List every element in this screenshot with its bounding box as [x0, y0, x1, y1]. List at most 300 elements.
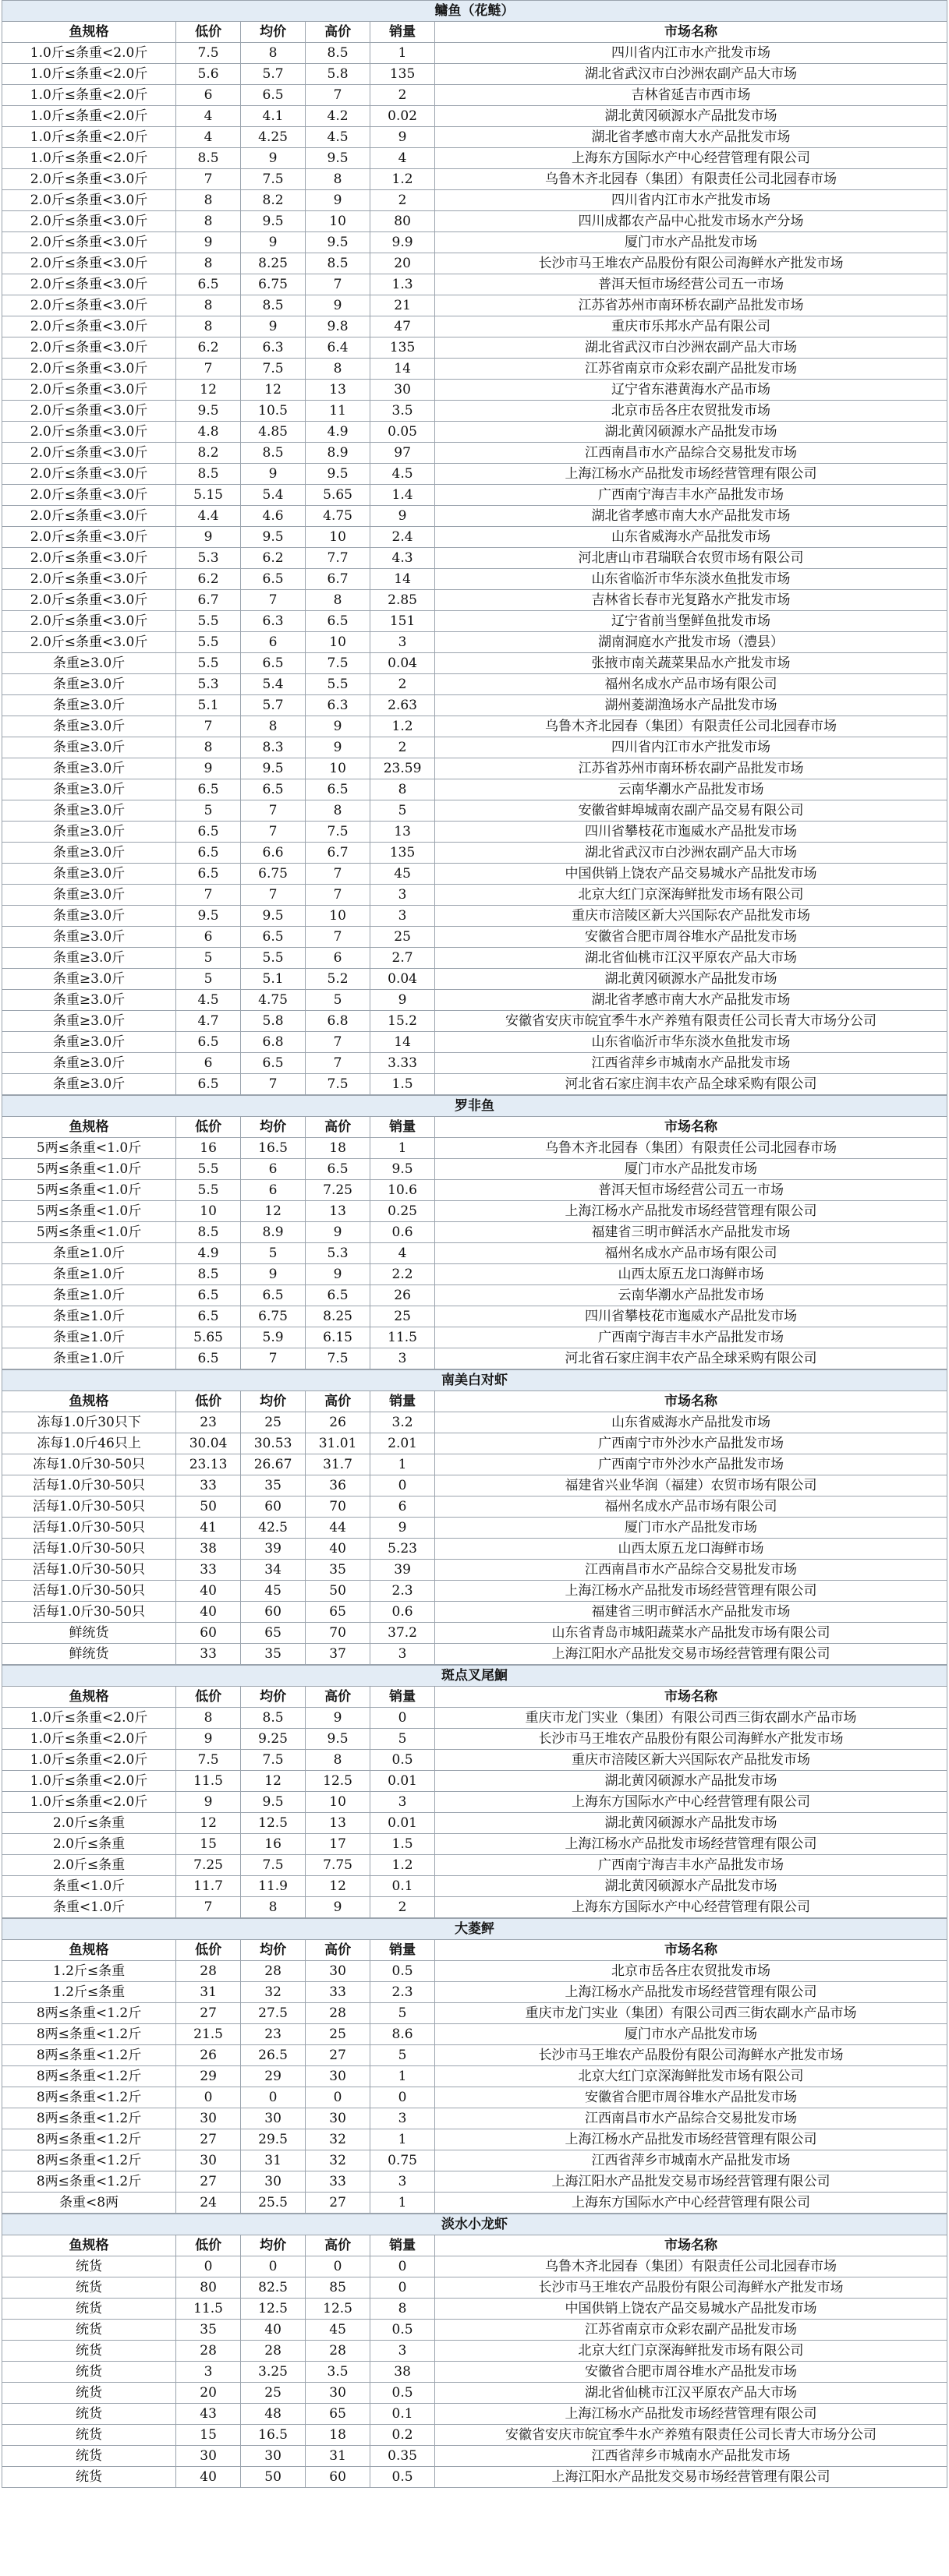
- table-row: [2, 653, 947, 674]
- volume-cell: 8: [370, 2299, 435, 2320]
- high-price-cell: 9: [306, 1264, 370, 1285]
- market-cell: 安徽省合肥市周谷堆水产品批发市场: [435, 2087, 947, 2108]
- table-row: [2, 253, 947, 274]
- spec-cell: 2.0斤≤条重<3.0斤: [2, 232, 176, 253]
- table-row: [2, 1623, 947, 1644]
- spec-cell: 2.0斤≤条重: [2, 1834, 176, 1855]
- high-price-cell: 9.5: [306, 148, 370, 169]
- high-price-cell: 8: [306, 1750, 370, 1771]
- volume-cell: 9.9: [370, 232, 435, 253]
- market-cell: 山东省威海水产品批发市场: [435, 1412, 947, 1433]
- low-price-cell: 31: [176, 1982, 241, 2003]
- high-price-cell: 7.75: [306, 1855, 370, 1876]
- table-row: [2, 337, 947, 359]
- volume-cell: 8.6: [370, 2024, 435, 2045]
- high-price-cell: 18: [306, 1138, 370, 1159]
- table-row: [2, 1306, 947, 1327]
- price-table: [2, 1095, 947, 1369]
- avg-price-cell: 6.5: [241, 1053, 306, 1074]
- table-row: [2, 2193, 947, 2214]
- volume-cell: 0.5: [370, 2467, 435, 2488]
- table-row: [2, 43, 947, 64]
- low-price-cell: 27: [176, 2003, 241, 2024]
- high-price-cell: 9.5: [306, 464, 370, 485]
- volume-cell: 3: [370, 906, 435, 927]
- avg-price-cell: 30: [241, 2108, 306, 2129]
- spec-cell: 2.0斤≤条重<3.0斤: [2, 380, 176, 401]
- high-price-cell: 9.5: [306, 1729, 370, 1750]
- spec-cell: 1.0斤≤条重<2.0斤: [2, 1771, 176, 1792]
- avg-price-cell: 8.2: [241, 190, 306, 211]
- table-row: [2, 1496, 947, 1518]
- avg-price-cell: 4.6: [241, 506, 306, 527]
- table-row: [2, 1412, 947, 1433]
- volume-cell: 0.25: [370, 1201, 435, 1222]
- table-row: [2, 1475, 947, 1496]
- volume-cell: 39: [370, 1560, 435, 1581]
- high-price-cell: 10: [306, 758, 370, 779]
- avg-price-cell: 9.5: [241, 758, 306, 779]
- volume-cell: 14: [370, 569, 435, 590]
- volume-cell: 0: [370, 1708, 435, 1729]
- low-price-cell: 23.13: [176, 1454, 241, 1475]
- low-price-cell: 29: [176, 2066, 241, 2087]
- table-row: [2, 569, 947, 590]
- spec-cell: 8两≤条重<1.2斤: [2, 2129, 176, 2150]
- spec-cell: 8两≤条重<1.2斤: [2, 2024, 176, 2045]
- high-price-cell: 8: [306, 359, 370, 380]
- low-price-cell: 15: [176, 2425, 241, 2446]
- table-row: [2, 1771, 947, 1792]
- spec-cell: 统货: [2, 2341, 176, 2362]
- table-row: [2, 1813, 947, 1834]
- market-cell: 辽宁省前当堡鲜鱼批发市场: [435, 611, 947, 632]
- low-price-cell: 6.2: [176, 569, 241, 590]
- table-row: [2, 64, 947, 85]
- low-price-cell: 4.8: [176, 422, 241, 443]
- avg-price-cell: 50: [241, 2467, 306, 2488]
- high-price-cell: 0: [306, 2087, 370, 2108]
- low-price-cell: 10: [176, 1201, 241, 1222]
- market-cell: 广西南宁海吉丰水产品批发市场: [435, 485, 947, 506]
- high-price-cell: 9: [306, 190, 370, 211]
- low-price-cell: 8: [176, 295, 241, 316]
- market-cell: 厦门市水产品批发市场: [435, 232, 947, 253]
- low-price-cell: 7: [176, 169, 241, 190]
- market-cell: 北京大红门京深海鲜批发市场有限公司: [435, 2066, 947, 2087]
- low-price-cell: 6.5: [176, 779, 241, 800]
- table-row: [2, 380, 947, 401]
- table-row: [2, 422, 947, 443]
- volume-cell: 5: [370, 1729, 435, 1750]
- avg-price-cell: 28: [241, 1961, 306, 1982]
- market-cell: 湖北黄冈硕源水产品批发市场: [435, 106, 947, 127]
- column-header: 均价: [241, 1687, 306, 1708]
- low-price-cell: 33: [176, 1560, 241, 1581]
- spec-cell: 统货: [2, 2277, 176, 2299]
- market-cell: 山东省临沂市华东淡水鱼批发市场: [435, 569, 947, 590]
- section-title: 罗非鱼: [2, 1096, 947, 1117]
- market-cell: 上海江杨水产品批发市场经营管理有限公司: [435, 1834, 947, 1855]
- low-price-cell: 9: [176, 232, 241, 253]
- spec-cell: 条重≥3.0斤: [2, 758, 176, 779]
- high-price-cell: 7: [306, 1053, 370, 1074]
- low-price-cell: 35: [176, 2320, 241, 2341]
- volume-cell: 0.6: [370, 1222, 435, 1243]
- table-row: [2, 1032, 947, 1053]
- low-price-cell: 28: [176, 2341, 241, 2362]
- high-price-cell: 6.8: [306, 1011, 370, 1032]
- market-cell: 河北省石家庄润丰农产品全球采购有限公司: [435, 1348, 947, 1369]
- avg-price-cell: 5.4: [241, 485, 306, 506]
- low-price-cell: 9.5: [176, 906, 241, 927]
- low-price-cell: 4.4: [176, 506, 241, 527]
- low-price-cell: 9: [176, 1729, 241, 1750]
- column-header: 低价: [176, 1687, 241, 1708]
- avg-price-cell: 4.25: [241, 127, 306, 148]
- volume-cell: 0.5: [370, 2320, 435, 2341]
- spec-cell: 8两≤条重<1.2斤: [2, 2108, 176, 2129]
- header-row: [2, 1391, 947, 1412]
- low-price-cell: 60: [176, 1623, 241, 1644]
- high-price-cell: 10: [306, 211, 370, 232]
- avg-price-cell: 7.5: [241, 169, 306, 190]
- market-cell: 福建省三明市鲜活水产品批发市场: [435, 1602, 947, 1623]
- market-cell: 广西南宁市外沙水产品批发市场: [435, 1454, 947, 1475]
- low-price-cell: 11.7: [176, 1876, 241, 1897]
- low-price-cell: 9: [176, 758, 241, 779]
- high-price-cell: 7.5: [306, 822, 370, 843]
- low-price-cell: 8.5: [176, 1264, 241, 1285]
- table-row: [2, 1876, 947, 1897]
- volume-cell: 0.5: [370, 1750, 435, 1771]
- market-cell: 江苏省南京市众彩农副产品批发市场: [435, 2320, 947, 2341]
- avg-price-cell: 9.5: [241, 906, 306, 927]
- avg-price-cell: 6.5: [241, 569, 306, 590]
- avg-price-cell: 5.8: [241, 1011, 306, 1032]
- column-header: 均价: [241, 22, 306, 43]
- table-row: [2, 695, 947, 716]
- table-row: [2, 1222, 947, 1243]
- market-cell: 湖北省武汉市白沙洲农副产品大市场: [435, 64, 947, 85]
- header-row: [2, 1117, 947, 1138]
- low-price-cell: 0: [176, 2087, 241, 2108]
- market-cell: 山东省威海水产品批发市场: [435, 527, 947, 548]
- avg-price-cell: 25: [241, 2383, 306, 2404]
- spec-cell: 8两≤条重<1.2斤: [2, 2003, 176, 2024]
- section-title: 大菱鲆: [2, 1919, 947, 1940]
- low-price-cell: 38: [176, 1539, 241, 1560]
- low-price-cell: 8: [176, 190, 241, 211]
- avg-price-cell: 7: [241, 800, 306, 822]
- market-cell: 上海东方国际水产中心经营管理有限公司: [435, 148, 947, 169]
- market-cell: 湖北省武汉市白沙洲农副产品大市场: [435, 337, 947, 359]
- market-cell: 江西省萍乡市城南水产品批发市场: [435, 1053, 947, 1074]
- volume-cell: 23.59: [370, 758, 435, 779]
- table-row: [2, 1729, 947, 1750]
- low-price-cell: 24: [176, 2193, 241, 2214]
- market-cell: 长沙市马王堆农产品股份有限公司海鲜水产批发市场: [435, 1729, 947, 1750]
- low-price-cell: 27: [176, 2129, 241, 2150]
- volume-cell: 5: [370, 2003, 435, 2024]
- section-title-row: [2, 1666, 947, 1687]
- high-price-cell: 9: [306, 1222, 370, 1243]
- volume-cell: 1: [370, 1138, 435, 1159]
- low-price-cell: 5.5: [176, 611, 241, 632]
- market-cell: 湖南洞庭水产批发市场（澧县）: [435, 632, 947, 653]
- price-table: [2, 1918, 947, 2214]
- table-row: [2, 1053, 947, 1074]
- low-price-cell: 8: [176, 737, 241, 758]
- spec-cell: 条重≥3.0斤: [2, 716, 176, 737]
- market-cell: 湖北省孝感市南大水产品批发市场: [435, 506, 947, 527]
- high-price-cell: 18: [306, 2425, 370, 2446]
- high-price-cell: 32: [306, 2150, 370, 2171]
- column-header: 市场名称: [435, 1940, 947, 1961]
- avg-price-cell: 28: [241, 2341, 306, 2362]
- volume-cell: 3: [370, 632, 435, 653]
- low-price-cell: 12: [176, 380, 241, 401]
- spec-cell: 2.0斤≤条重<3.0斤: [2, 632, 176, 653]
- spec-cell: 1.0斤≤条重<2.0斤: [2, 1750, 176, 1771]
- high-price-cell: 28: [306, 2341, 370, 2362]
- table-row: [2, 316, 947, 337]
- avg-price-cell: 5.9: [241, 1327, 306, 1348]
- avg-price-cell: 65: [241, 1623, 306, 1644]
- avg-price-cell: 6.75: [241, 864, 306, 885]
- section-title: 斑点叉尾鮰: [2, 1666, 947, 1687]
- avg-price-cell: 30.53: [241, 1433, 306, 1454]
- avg-price-cell: 4.1: [241, 106, 306, 127]
- spec-cell: 条重<1.0斤: [2, 1876, 176, 1897]
- column-header: 市场名称: [435, 1687, 947, 1708]
- volume-cell: 6: [370, 1496, 435, 1518]
- market-cell: 长沙市马王堆农产品股份有限公司海鲜水产批发市场: [435, 253, 947, 274]
- table-row: [2, 169, 947, 190]
- high-price-cell: 70: [306, 1496, 370, 1518]
- column-header: 均价: [241, 1940, 306, 1961]
- low-price-cell: 20: [176, 2383, 241, 2404]
- low-price-cell: 5.6: [176, 64, 241, 85]
- low-price-cell: 6.5: [176, 1348, 241, 1369]
- high-price-cell: 7.7: [306, 548, 370, 569]
- low-price-cell: 5.5: [176, 653, 241, 674]
- market-cell: 北京大红门京深海鲜批发市场有限公司: [435, 885, 947, 906]
- table-row: [2, 1560, 947, 1581]
- price-table: [2, 2214, 947, 2488]
- avg-price-cell: 16.5: [241, 1138, 306, 1159]
- spec-cell: 8两≤条重<1.2斤: [2, 2087, 176, 2108]
- market-cell: 安徽省蚌埠城南农副产品交易有限公司: [435, 800, 947, 822]
- high-price-cell: 25: [306, 2024, 370, 2045]
- volume-cell: 1.5: [370, 1074, 435, 1095]
- low-price-cell: 5.65: [176, 1327, 241, 1348]
- low-price-cell: 8: [176, 211, 241, 232]
- section-title-row: [2, 1, 947, 22]
- high-price-cell: 10: [306, 527, 370, 548]
- high-price-cell: 5.2: [306, 969, 370, 990]
- table-row: [2, 1750, 947, 1771]
- avg-price-cell: 6: [241, 632, 306, 653]
- avg-price-cell: 16: [241, 1834, 306, 1855]
- table-row: [2, 232, 947, 253]
- high-price-cell: 85: [306, 2277, 370, 2299]
- header-row: [2, 22, 947, 43]
- column-header: 鱼规格: [2, 2235, 176, 2256]
- spec-cell: 1.0斤≤条重<2.0斤: [2, 1729, 176, 1750]
- volume-cell: 1.2: [370, 716, 435, 737]
- volume-cell: 38: [370, 2362, 435, 2383]
- low-price-cell: 8.5: [176, 148, 241, 169]
- volume-cell: 80: [370, 211, 435, 232]
- volume-cell: 0.5: [370, 2383, 435, 2404]
- avg-price-cell: 23: [241, 2024, 306, 2045]
- volume-cell: 14: [370, 359, 435, 380]
- market-cell: 乌鲁木齐北园春（集团）有限责任公司北园春市场: [435, 169, 947, 190]
- low-price-cell: 6: [176, 85, 241, 106]
- high-price-cell: 7: [306, 864, 370, 885]
- volume-cell: 3: [370, 2171, 435, 2193]
- high-price-cell: 8.9: [306, 443, 370, 464]
- volume-cell: 4: [370, 1243, 435, 1264]
- high-price-cell: 45: [306, 2320, 370, 2341]
- market-cell: 重庆市龙门实业（集团）有限公司西三街农副水产品市场: [435, 2003, 947, 2024]
- spec-cell: 冻每1.0斤30只下: [2, 1412, 176, 1433]
- high-price-cell: 40: [306, 1539, 370, 1560]
- avg-price-cell: 12.5: [241, 2299, 306, 2320]
- market-cell: 上海东方国际水产中心经营管理有限公司: [435, 1897, 947, 1918]
- spec-cell: 条重<8两: [2, 2193, 176, 2214]
- table-row: [2, 2150, 947, 2171]
- high-price-cell: 11: [306, 401, 370, 422]
- volume-cell: 14: [370, 1032, 435, 1053]
- spec-cell: 2.0斤≤条重<3.0斤: [2, 337, 176, 359]
- table-row: [2, 1982, 947, 2003]
- spec-cell: 8两≤条重<1.2斤: [2, 2045, 176, 2066]
- header-row: [2, 2235, 947, 2256]
- high-price-cell: 9: [306, 1708, 370, 1729]
- low-price-cell: 5.3: [176, 674, 241, 695]
- avg-price-cell: 6.5: [241, 85, 306, 106]
- high-price-cell: 65: [306, 2404, 370, 2425]
- spec-cell: 条重≥3.0斤: [2, 653, 176, 674]
- low-price-cell: 40: [176, 1602, 241, 1623]
- market-cell: 湖北省孝感市南大水产品批发市场: [435, 127, 947, 148]
- table-row: [2, 2171, 947, 2193]
- volume-cell: 135: [370, 337, 435, 359]
- high-price-cell: 27: [306, 2045, 370, 2066]
- avg-price-cell: 39: [241, 1539, 306, 1560]
- table-row: [2, 927, 947, 948]
- column-header: 低价: [176, 22, 241, 43]
- column-header: 市场名称: [435, 1391, 947, 1412]
- avg-price-cell: 25.5: [241, 2193, 306, 2214]
- avg-price-cell: 9: [241, 148, 306, 169]
- avg-price-cell: 9: [241, 464, 306, 485]
- table-row: [2, 359, 947, 380]
- volume-cell: 0: [370, 1475, 435, 1496]
- volume-cell: 5.23: [370, 1539, 435, 1560]
- volume-cell: 1: [370, 2129, 435, 2150]
- spec-cell: 活每1.0斤30-50只: [2, 1581, 176, 1602]
- table-row: [2, 716, 947, 737]
- spec-cell: 活每1.0斤30-50只: [2, 1475, 176, 1496]
- low-price-cell: 9.5: [176, 401, 241, 422]
- avg-price-cell: 5.7: [241, 64, 306, 85]
- avg-price-cell: 5.1: [241, 969, 306, 990]
- section-title: 南美白对虾: [2, 1370, 947, 1391]
- market-cell: 普洱天恒市场经营公司五一市场: [435, 1180, 947, 1201]
- market-cell: 福州名成水产品市场有限公司: [435, 1496, 947, 1518]
- volume-cell: 1.2: [370, 1855, 435, 1876]
- table-row: [2, 1074, 947, 1095]
- avg-price-cell: 6.8: [241, 1032, 306, 1053]
- section-title-row: [2, 2214, 947, 2235]
- table-row: [2, 1180, 947, 1201]
- high-price-cell: 6: [306, 948, 370, 969]
- market-cell: 中国供销上饶农产品交易城水产品批发市场: [435, 2299, 947, 2320]
- spec-cell: 活每1.0斤30-50只: [2, 1496, 176, 1518]
- low-price-cell: 7: [176, 885, 241, 906]
- table-row: [2, 2087, 947, 2108]
- table-row: [2, 737, 947, 758]
- table-row: [2, 1539, 947, 1560]
- section-title: 淡水小龙虾: [2, 2214, 947, 2235]
- low-price-cell: 27: [176, 2171, 241, 2193]
- column-header: 低价: [176, 1940, 241, 1961]
- volume-cell: 2.85: [370, 590, 435, 611]
- avg-price-cell: 6.75: [241, 1306, 306, 1327]
- volume-cell: 0.1: [370, 1876, 435, 1897]
- avg-price-cell: 32: [241, 1982, 306, 2003]
- column-header: 均价: [241, 1391, 306, 1412]
- avg-price-cell: 7.5: [241, 359, 306, 380]
- spec-cell: 鲜统货: [2, 1623, 176, 1644]
- spec-cell: 统货: [2, 2467, 176, 2488]
- high-price-cell: 5.3: [306, 1243, 370, 1264]
- column-header: 销量: [370, 1940, 435, 1961]
- high-price-cell: 9.5: [306, 232, 370, 253]
- high-price-cell: 30: [306, 2108, 370, 2129]
- low-price-cell: 8.5: [176, 1222, 241, 1243]
- high-price-cell: 26: [306, 1412, 370, 1433]
- avg-price-cell: 42.5: [241, 1518, 306, 1539]
- high-price-cell: 8: [306, 169, 370, 190]
- avg-price-cell: 29: [241, 2066, 306, 2087]
- low-price-cell: 8: [176, 316, 241, 337]
- market-cell: 湖北省孝感市南大水产品批发市场: [435, 990, 947, 1011]
- volume-cell: 2: [370, 190, 435, 211]
- high-price-cell: 60: [306, 2467, 370, 2488]
- avg-price-cell: 60: [241, 1602, 306, 1623]
- table-row: [2, 1159, 947, 1180]
- column-header: 鱼规格: [2, 22, 176, 43]
- low-price-cell: 6.2: [176, 337, 241, 359]
- market-cell: 四川省内江市水产批发市场: [435, 190, 947, 211]
- avg-price-cell: 9: [241, 316, 306, 337]
- volume-cell: 151: [370, 611, 435, 632]
- column-header: 均价: [241, 2235, 306, 2256]
- column-header: 鱼规格: [2, 1391, 176, 1412]
- high-price-cell: 27: [306, 2193, 370, 2214]
- low-price-cell: 43: [176, 2404, 241, 2425]
- volume-cell: 3: [370, 2341, 435, 2362]
- column-header: 低价: [176, 1391, 241, 1412]
- volume-cell: 2.01: [370, 1433, 435, 1454]
- table-row: [2, 1201, 947, 1222]
- spec-cell: 条重<1.0斤: [2, 1897, 176, 1918]
- market-cell: 江西南昌市水产品综合交易批发市场: [435, 1560, 947, 1581]
